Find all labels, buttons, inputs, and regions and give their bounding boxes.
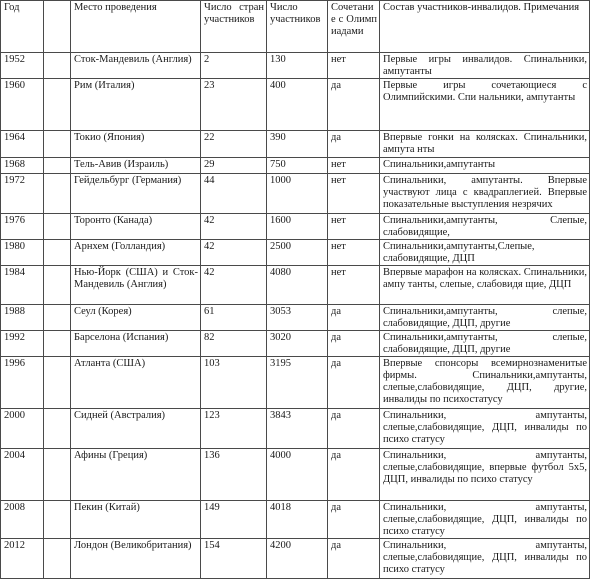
cell-place: Пекин (Китай) <box>71 501 201 539</box>
header-combined: Сочетание с Олимпиадами <box>328 1 380 53</box>
cell-countries: 42 <box>201 214 267 240</box>
cell-notes: Впервые спонсоры всемирнознаменитые фирмы. Спинальники,ампутанты, слепые,слабовидящие, ДЦП, другие, инвалиды по психостатусу <box>380 357 590 409</box>
cell-place: Токио (Япония) <box>71 131 201 158</box>
cell-combined: нет <box>328 266 380 305</box>
cell-combined: нет <box>328 174 380 214</box>
cell-athletes: 2500 <box>267 240 328 266</box>
cell-year: 2000 <box>1 409 44 449</box>
cell-spacer <box>44 131 71 158</box>
cell-athletes: 130 <box>267 53 328 79</box>
table-row <box>1 305 590 331</box>
cell-countries: 42 <box>201 266 267 305</box>
cell-countries: 42 <box>201 240 267 266</box>
cell-athletes: 390 <box>267 131 328 158</box>
cell-place: Барселона (Испания) <box>71 331 201 357</box>
header-athletes: Число участников <box>267 1 328 53</box>
cell-countries: 149 <box>201 501 267 539</box>
cell-year: 1980 <box>1 240 44 266</box>
cell-spacer <box>44 409 71 449</box>
cell-place: Сидней (Австралия) <box>71 409 201 449</box>
cell-athletes: 4080 <box>267 266 328 305</box>
cell-countries: 61 <box>201 305 267 331</box>
cell-notes: Первые игры сочетающиеся с Олимпийскими. Спи нальники, ампутанты <box>380 79 590 131</box>
table-row <box>1 158 590 174</box>
cell-notes: Впервые гонки на колясках. Спинальники, ампута нты <box>380 131 590 158</box>
cell-year: 1972 <box>1 174 44 214</box>
cell-athletes: 3020 <box>267 331 328 357</box>
table-row <box>1 331 590 357</box>
cell-year: 1964 <box>1 131 44 158</box>
cell-athletes: 4200 <box>267 539 328 579</box>
header-row <box>1 1 590 53</box>
cell-notes: Спинальники, ампутанты, слепые,слабовидящие, впервые футбол 5х5, ДЦП, инвалиды по психо статусу <box>380 449 590 501</box>
cell-combined: да <box>328 79 380 131</box>
cell-spacer <box>44 357 71 409</box>
cell-countries: 44 <box>201 174 267 214</box>
cell-athletes: 4000 <box>267 449 328 501</box>
cell-athletes: 400 <box>267 79 328 131</box>
header-notes: Состав участников-инвалидов. Примечания <box>380 1 590 53</box>
table-row <box>1 79 590 131</box>
cell-year: 1960 <box>1 79 44 131</box>
cell-countries: 29 <box>201 158 267 174</box>
table-row <box>1 214 590 240</box>
cell-combined: да <box>328 409 380 449</box>
cell-notes: Впервые марафон на колясках. Спинальники, ампу танты, слепые, слабовидя щие, ДЦП <box>380 266 590 305</box>
header-place: Место проведения <box>71 1 201 53</box>
cell-athletes: 3195 <box>267 357 328 409</box>
cell-combined: да <box>328 131 380 158</box>
cell-year: 2008 <box>1 501 44 539</box>
cell-spacer <box>44 539 71 579</box>
cell-year: 1952 <box>1 53 44 79</box>
cell-notes: Спинальники,ампутанты, Слепые, слабовидящие, <box>380 214 590 240</box>
cell-countries: 22 <box>201 131 267 158</box>
cell-spacer <box>44 331 71 357</box>
cell-year: 1976 <box>1 214 44 240</box>
cell-year: 2004 <box>1 449 44 501</box>
table-row <box>1 266 590 305</box>
cell-notes: Спинальники,ампутанты, слепые, слабовидящие, ДЦП, другие <box>380 331 590 357</box>
cell-combined: да <box>328 501 380 539</box>
table-row <box>1 131 590 158</box>
cell-countries: 23 <box>201 79 267 131</box>
cell-place: Сеул (Корея) <box>71 305 201 331</box>
cell-place: Тель-Авив (Израиль) <box>71 158 201 174</box>
cell-combined: да <box>328 331 380 357</box>
table-row <box>1 53 590 79</box>
cell-combined: да <box>328 539 380 579</box>
cell-countries: 2 <box>201 53 267 79</box>
cell-spacer <box>44 174 71 214</box>
cell-spacer <box>44 240 71 266</box>
table-row <box>1 539 590 579</box>
cell-notes: Спинальники,ампутанты,Слепые, слабовидящие, ДЦП <box>380 240 590 266</box>
cell-athletes: 4018 <box>267 501 328 539</box>
cell-spacer <box>44 501 71 539</box>
cell-spacer <box>44 158 71 174</box>
header-spacer <box>44 1 71 53</box>
cell-combined: да <box>328 305 380 331</box>
cell-countries: 82 <box>201 331 267 357</box>
cell-year: 1988 <box>1 305 44 331</box>
cell-notes: Спинальники,ампутанты <box>380 158 590 174</box>
cell-place: Сток-Мандевиль (Англия) <box>71 53 201 79</box>
cell-year: 1968 <box>1 158 44 174</box>
cell-spacer <box>44 266 71 305</box>
cell-spacer <box>44 214 71 240</box>
cell-year: 1996 <box>1 357 44 409</box>
cell-place: Афины (Греция) <box>71 449 201 501</box>
cell-notes: Спинальники, ампутанты, слепые,слабовидящие, ДЦП, инвалиды по психо статусу <box>380 539 590 579</box>
cell-notes: Первые игры инвалидов. Спинальники, ампутанты <box>380 53 590 79</box>
cell-countries: 103 <box>201 357 267 409</box>
cell-place: Лондон (Великобритания) <box>71 539 201 579</box>
cell-spacer <box>44 79 71 131</box>
cell-place: Гейдельбург (Германия) <box>71 174 201 214</box>
table-row <box>1 357 590 409</box>
cell-spacer <box>44 449 71 501</box>
table-row <box>1 501 590 539</box>
cell-combined: нет <box>328 53 380 79</box>
cell-combined: нет <box>328 214 380 240</box>
cell-athletes: 3843 <box>267 409 328 449</box>
cell-place: Атланта (США) <box>71 357 201 409</box>
table-row <box>1 240 590 266</box>
cell-notes: Спинальники, ампутанты. Впервые участвуют лица с квадраплегией. Впервые показательные выступления незрячих <box>380 174 590 214</box>
cell-place: Рим (Италия) <box>71 79 201 131</box>
cell-countries: 123 <box>201 409 267 449</box>
cell-athletes: 1600 <box>267 214 328 240</box>
table-body <box>1 53 590 579</box>
header-countries: Число стран участников <box>201 1 267 53</box>
cell-spacer <box>44 305 71 331</box>
cell-combined: да <box>328 357 380 409</box>
cell-notes: Спинальники,ампутанты, слепые, слабовидящие, ДЦП, другие <box>380 305 590 331</box>
cell-countries: 154 <box>201 539 267 579</box>
cell-notes: Спинальники, ампутанты, слепые,слабовидящие, ДЦП, инвалиды по психо статусу <box>380 409 590 449</box>
cell-year: 1992 <box>1 331 44 357</box>
cell-place: Арнхем (Голландия) <box>71 240 201 266</box>
cell-year: 2012 <box>1 539 44 579</box>
cell-place: Торонто (Канада) <box>71 214 201 240</box>
cell-combined: нет <box>328 240 380 266</box>
cell-place: Нью-Йорк (США) и Сток-Мандевиль (Англия) <box>71 266 201 305</box>
cell-combined: да <box>328 449 380 501</box>
cell-notes: Спинальники, ампутанты, слепые,слабовидящие, ДЦП, инвалиды по психо статусу <box>380 501 590 539</box>
cell-athletes: 750 <box>267 158 328 174</box>
cell-athletes: 3053 <box>267 305 328 331</box>
table-row <box>1 449 590 501</box>
table-row <box>1 409 590 449</box>
cell-spacer <box>44 53 71 79</box>
cell-year: 1984 <box>1 266 44 305</box>
cell-combined: нет <box>328 158 380 174</box>
cell-countries: 136 <box>201 449 267 501</box>
header-year: Год <box>1 1 44 53</box>
table-row <box>1 174 590 214</box>
cell-athletes: 1000 <box>267 174 328 214</box>
